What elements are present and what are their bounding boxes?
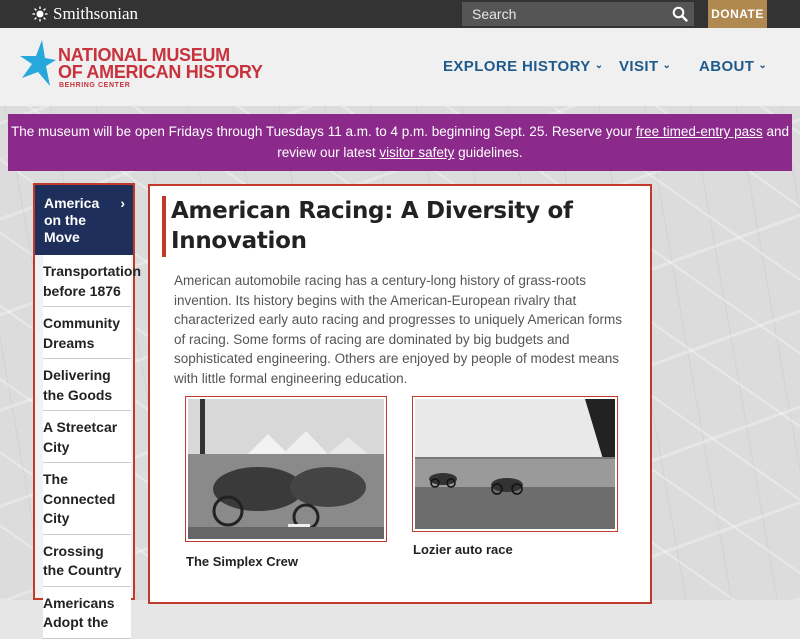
sidebar-item[interactable]	[43, 411, 131, 463]
logo-line-1: NATIONAL MUSEUM	[58, 45, 230, 65]
announcement-text: The museum will be open Fridays through Tuesdays 11 a.m. to 4 p.m. beginning Sept. 25. Reserve your	[11, 124, 636, 139]
nav-label: ABOUT	[699, 58, 755, 75]
announcement-text: and review our latest	[277, 124, 789, 160]
nav-label: VISIT	[619, 58, 659, 75]
chevron-down-icon: ⌄	[758, 60, 768, 71]
nav-about[interactable]	[699, 58, 767, 75]
section-sidebar	[33, 183, 142, 630]
smithsonian-logo[interactable]	[32, 4, 138, 24]
search-button[interactable]	[666, 2, 694, 26]
chevron-down-icon: ⌄	[594, 60, 604, 71]
sidebar-item-label: The Connected City	[43, 471, 116, 526]
photo-lozier-race[interactable]	[412, 396, 618, 532]
page-title: American Racing: A Diversity of Innovation	[171, 198, 573, 254]
site-header	[0, 28, 800, 106]
global-topbar	[0, 0, 800, 28]
sidebar-item[interactable]	[43, 359, 131, 411]
main-content-card	[148, 184, 652, 604]
nmah-logo[interactable]	[20, 40, 263, 100]
sidebar-item[interactable]	[43, 307, 131, 359]
nav-label: EXPLORE HISTORY	[443, 58, 591, 75]
smithsonian-wordmark: Smithsonian	[53, 4, 139, 23]
intro-paragraph: American automobile racing has a century-long history of grass-roots invention. Its history begins with the American-European rivalry that characterized early auto racing and progresses to uniquely American forms of racing. Some forms of racing are dominated by big budgets and sophisticated engineering. Others are enjoyed by people of modest means with little formal engineering education.	[174, 273, 622, 386]
search-box	[462, 2, 694, 26]
sidebar-active-label: America on the Move	[44, 195, 100, 245]
smithsonian-sun-icon	[32, 6, 48, 22]
sidebar-item-label: Americans Adopt the	[43, 594, 115, 630]
lozier-race-photo	[415, 399, 615, 529]
sidebar-item[interactable]	[43, 587, 131, 639]
search-input[interactable]	[462, 2, 666, 26]
sidebar-item-label: A Streetcar City	[43, 419, 118, 455]
search-icon	[672, 6, 688, 22]
visitor-safety-link[interactable]: visitor safety	[379, 145, 455, 160]
star-icon	[20, 40, 56, 88]
title-accent-bar	[162, 196, 166, 257]
logo-line-2: OF AMERICAN HISTORY	[58, 62, 263, 82]
simplex-crew-photo	[188, 399, 384, 539]
sidebar-item-active[interactable]	[35, 185, 133, 255]
photo-simplex-crew[interactable]	[185, 396, 387, 542]
sidebar-item-label: Crossing the Country	[43, 542, 122, 578]
chevron-right-icon: ›	[120, 195, 125, 211]
chevron-down-icon: ⌄	[662, 60, 672, 71]
donate-button[interactable]: DONATE	[708, 0, 767, 28]
nav-explore-history[interactable]	[443, 58, 603, 75]
sidebar-item-label: Delivering the Goods	[43, 367, 113, 403]
sidebar-item[interactable]	[43, 255, 142, 307]
announcement-text: guidelines.	[454, 145, 523, 160]
sidebar-item[interactable]	[43, 463, 131, 535]
timed-entry-pass-link[interactable]: free timed-entry pass	[635, 124, 763, 139]
nav-visit[interactable]	[619, 58, 671, 75]
logo-subtitle: BEHRING CENTER	[59, 82, 131, 89]
photo-caption: The Simplex Crew	[186, 554, 298, 569]
sidebar-item-label: Transportation before 1876	[43, 263, 142, 299]
photo-caption: Lozier auto race	[413, 542, 513, 557]
sidebar-item-label: Community Dreams	[43, 315, 120, 351]
announcement-banner	[8, 114, 792, 171]
sidebar-item[interactable]	[43, 535, 131, 587]
